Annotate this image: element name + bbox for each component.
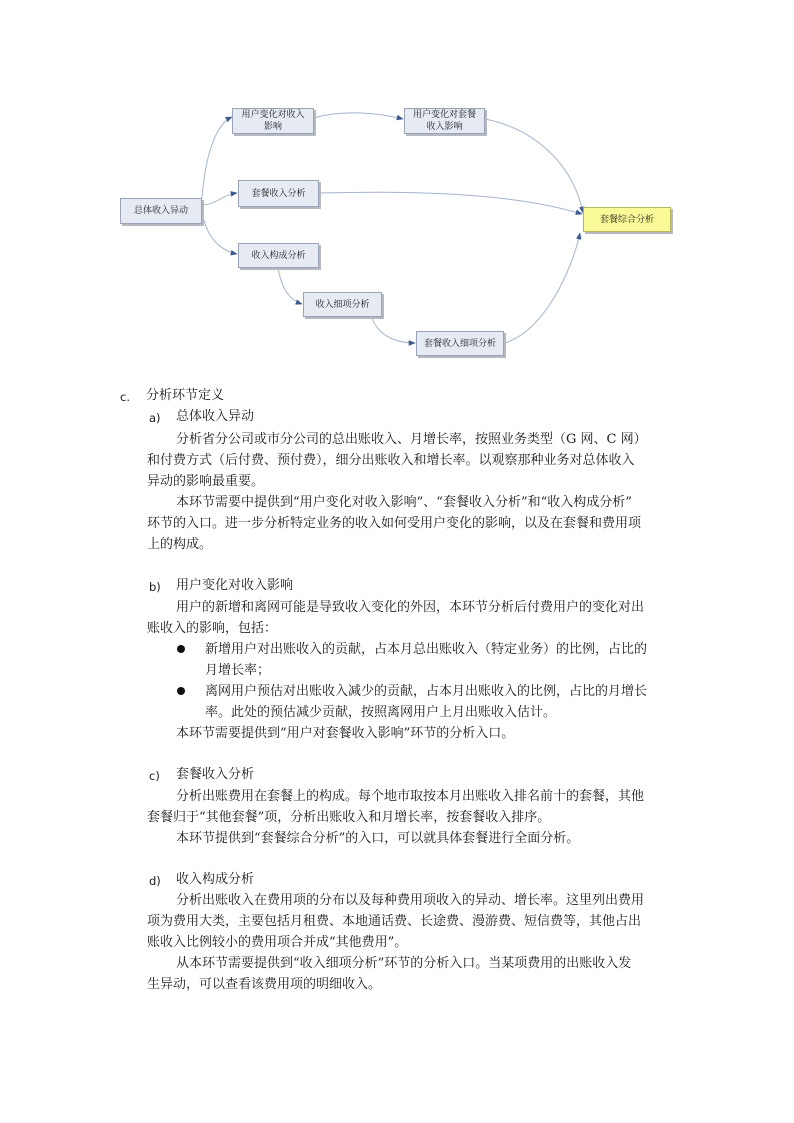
item-a-title: 总体收入异动	[176, 409, 255, 424]
item-b-bullet2-line2: 率。此处的预估减少贡献，按照离网用户上月出账收入估计。	[205, 705, 557, 720]
item-d-title: 收入构成分析	[176, 872, 255, 887]
bullet-dot	[177, 645, 185, 653]
node-label: 套餐收入细项分析	[423, 338, 496, 349]
item-a-p2-line3: 上的构成。	[147, 537, 213, 552]
connector-total-to-income-structure	[202, 212, 237, 254]
connector-user-change-to-user-pkg	[314, 113, 403, 119]
node-package-income-analysis	[238, 180, 319, 207]
item-c-p1-line2: 套餐归于“其他套餐”项，分析出账收入和月增长率，按套餐收入排序。	[147, 810, 551, 825]
node-income-detail-analysis	[303, 292, 382, 317]
item-c-p1-line1: 分析出账费用在套餐上的构成。每个地市取按本月出账收入排名前十的套餐，其他	[176, 789, 645, 804]
item-d-p1-line2: 项为费用大类，主要包括月租费、本地通话费、长途费、漫游费、短信费等，其他占出	[147, 914, 642, 929]
item-a-p2-line1: 本环节需要中提供到“用户变化对收入影响”、“套餐收入分析”和“收入构成分析”	[176, 495, 632, 510]
connector-user-pkg-to-comprehensive	[485, 119, 583, 213]
node-label: 用户变化对套餐	[412, 110, 476, 120]
node-label: 收入影响	[426, 122, 463, 132]
item-b-bullet1-line1: 新增用户对出账收入的贡献，占本月总出账收入（特定业务）的比例，占比的	[205, 642, 648, 657]
node-label: 影响	[263, 122, 282, 132]
connector-total-to-pkg-income	[202, 193, 237, 205]
connector-detail-to-pkg-detail	[372, 318, 415, 343]
item-d-marker: d)	[149, 874, 161, 888]
diagram-connectors	[0, 0, 794, 380]
node-user-change-income	[232, 108, 314, 134]
item-c-marker: c)	[149, 769, 160, 783]
item-a-p1-line1: 分析省分公司或市分公司的总出账收入、月增长率，按照业务类型（G 网、C 网）	[176, 432, 647, 447]
item-b-marker: b)	[149, 580, 161, 594]
node-label: 收入细项分析	[315, 299, 370, 310]
item-c-title: 套餐收入分析	[176, 767, 255, 782]
analysis-flow-diagram	[0, 0, 794, 380]
section-c-marker: c.	[120, 390, 130, 404]
node-label: 总体收入异动	[133, 206, 188, 216]
item-a-marker: a)	[149, 411, 161, 425]
connector-income-structure-to-detail	[278, 268, 302, 304]
node-total-income-change	[120, 198, 202, 224]
item-c-p2: 本环节提供到“套餐综合分析”的入口，可以就具体套餐进行全面分析。	[176, 831, 580, 846]
node-income-structure-analysis	[238, 243, 319, 268]
connector-pkg-income-to-comprehensive	[319, 192, 582, 214]
node-label: 套餐收入分析	[251, 188, 306, 199]
node-label: 收入构成分析	[251, 250, 306, 261]
item-b-p1-line2: 账收入的影响，包括：	[147, 621, 278, 636]
item-d-p2-line1: 从本环节需要提供到“收入细项分析”环节的分析入口。当某项费用的出账收入发	[176, 956, 632, 971]
item-d-p1-line3: 账收入比例较小的费用项合并成“其他费用”。	[147, 935, 408, 950]
node-package-comprehensive-analysis	[583, 207, 671, 232]
item-a-p1-line2: 和付费方式（后付费、预付费），细分出账收入和增长率。以观察那种业务对总体收入	[147, 453, 635, 468]
node-label: 套餐综合分析	[599, 214, 654, 225]
connector-total-to-user-change	[202, 117, 232, 198]
section-c-title: 分析环节定义	[146, 388, 225, 403]
item-a-p2-line2: 环节的入口。进一步分析特定业务的收入如何受用户变化的影响，以及在套餐和费用项	[147, 516, 642, 531]
item-b-p2: 本环节需要提供到“用户对套餐收入影响”环节的分析入口。	[176, 726, 515, 741]
item-d-p1-line1: 分析出账收入在费用项的分布以及每种费用项收入的异动、增长率。这里列出费用	[176, 893, 645, 908]
node-label: 用户变化对收入	[241, 110, 305, 120]
bullet-dot	[177, 687, 185, 695]
item-b-title: 用户变化对收入影响	[176, 578, 294, 593]
item-a-p1-line3: 异动的影响最重要。	[147, 474, 265, 489]
item-b-p1-line1: 用户的新增和离网可能是导致收入变化的外因，本环节分析后付费用户的变化对出	[176, 600, 645, 615]
item-b-bullet2-line1: 离网用户预估对出账收入减少的贡献，占本月出账收入的比例，占比的月增长	[205, 684, 648, 699]
node-package-income-detail-analysis	[416, 331, 504, 356]
node-user-change-package-income	[404, 108, 485, 134]
item-d-p2-line2: 生异动，可以查看该费用项的明细收入。	[147, 977, 382, 992]
connector-pkg-detail-to-comprehensive	[505, 233, 580, 343]
item-b-bullet1-line2: 月增长率；	[205, 663, 271, 678]
